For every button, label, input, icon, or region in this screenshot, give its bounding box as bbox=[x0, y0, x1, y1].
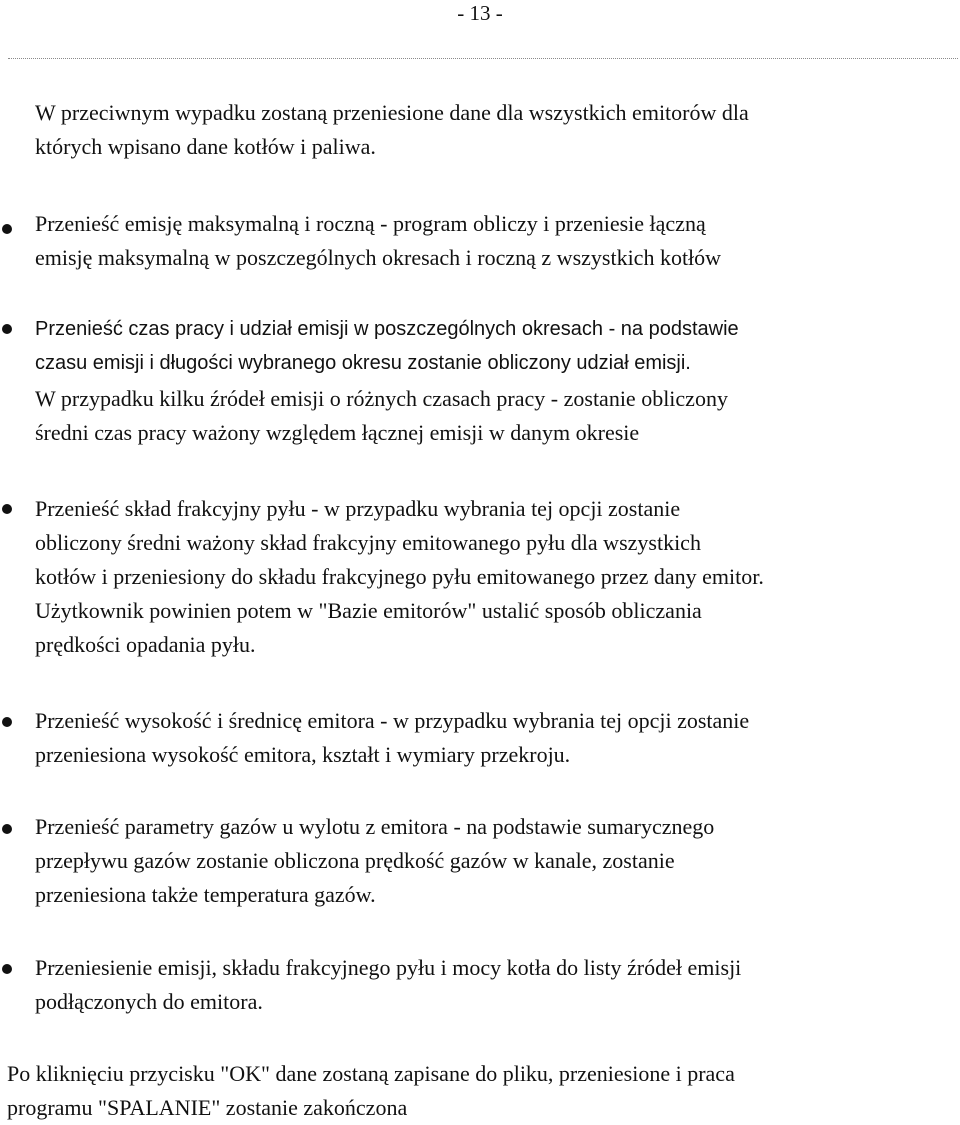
bullet-icon bbox=[2, 224, 12, 234]
bullet-icon bbox=[2, 717, 12, 727]
option-emission-max-annual: Przenieść emisję maksymalną i roczną - program obliczy i przeniesie łączną emisję maksymalną w poszczególnych okresach i roczną z wszystkich kotłów bbox=[35, 211, 722, 270]
bullet-icon bbox=[2, 324, 12, 334]
option-dust-fraction-composition: Przenieść skład frakcyjny pyłu - w przypadku wybrania tej opcji zostanie obliczony średni ważony skład frakcyjny emitowanego pyłu dla wszystkich kotłów i przeniesiony do składu frakcyjnego pyłu emitowanego przez dany emitor. Użytkownik powinien potem w "Bazie emitorów" ustalić sposób obliczania prędkości opadania pyłu. bbox=[35, 496, 764, 657]
bullet-icon bbox=[2, 964, 12, 974]
option-height-diameter: Przenieść wysokość i średnicę emitora - w przypadku wybrania tej opcji zostanie przeniesiona wysokość emitora, kształt i wymiary przekroju. bbox=[35, 708, 750, 767]
header-divider bbox=[8, 58, 958, 59]
bullet-icon bbox=[2, 824, 12, 834]
page-number: - 13 - bbox=[457, 1, 503, 25]
option-gas-parameters: Przenieść parametry gazów u wylotu z emitora - na podstawie sumarycznego przepływu gazów zostanie obliczona prędkość gazów w kanale, zostanie przeniesiona także temperatura gazów. bbox=[35, 814, 715, 907]
closing-paragraph: Po kliknięciu przycisku "OK" dane zostaną zapisane do pliku, przeniesione i praca programu "SPALANIE" zostanie zakończona bbox=[7, 1061, 735, 1120]
option-emission-transfer: Przeniesienie emisji, składu frakcyjnego pyłu i mocy kotła do listy źródeł emisji podłączonych do emitora. bbox=[35, 955, 742, 1014]
working-time-note: W przypadku kilku źródeł emisji o różnych czasach pracy - zostanie obliczony średni czas pracy ważony względem łącznej emisji w danym okresie bbox=[35, 386, 728, 445]
bullet-icon bbox=[2, 504, 12, 514]
option-working-time-emission-share: Przenieść czas pracy i udział emisji w poszczególnych okresach - na podstawie czasu emisji i długości wybranego okresu zostanie obliczony udział emisji. bbox=[35, 318, 739, 374]
intro-paragraph: W przeciwnym wypadku zostaną przeniesione dane dla wszystkich emitorów dla których wpisano dane kotłów i paliwa. bbox=[35, 100, 749, 159]
